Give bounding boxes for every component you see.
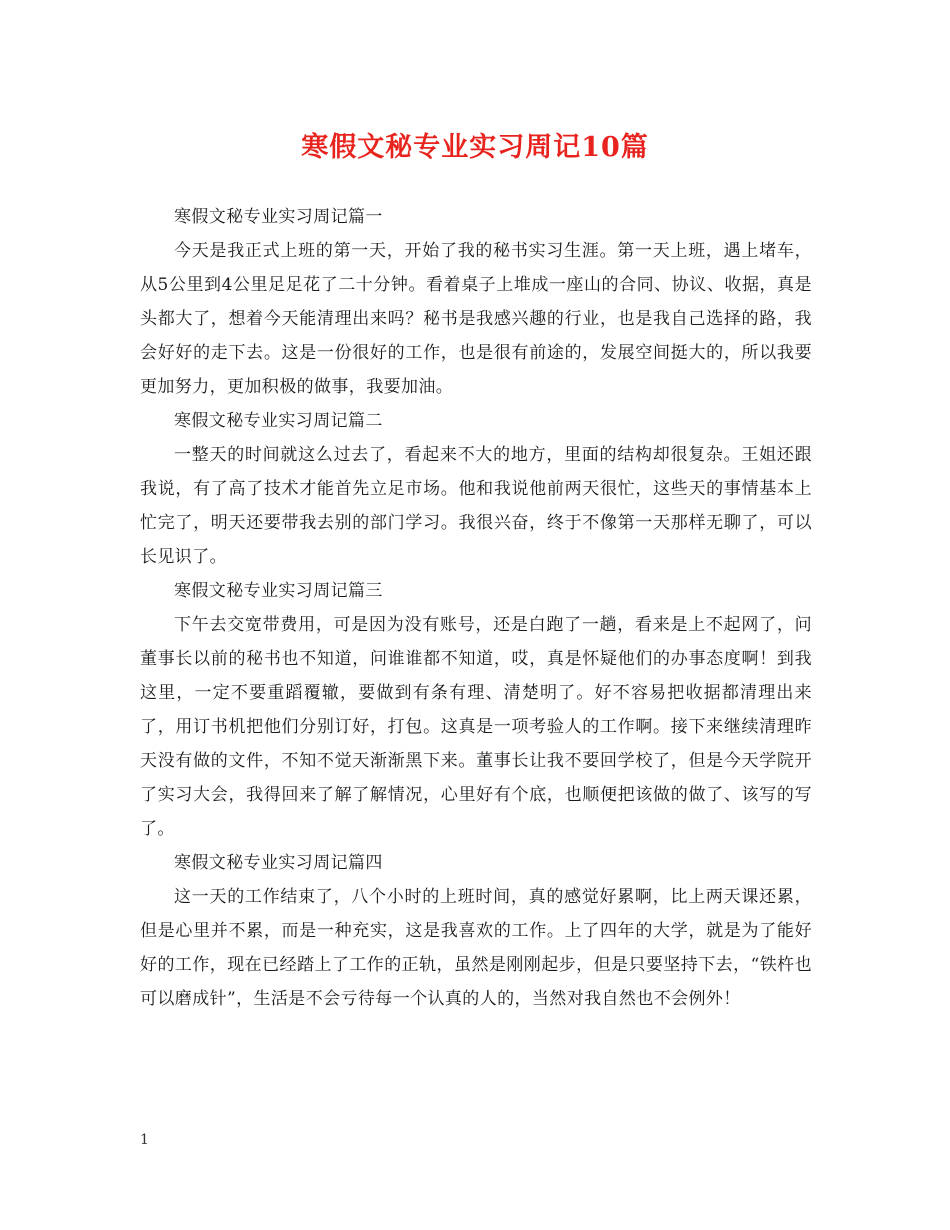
- document-body: [140, 200, 812, 1016]
- paragraph-2: 一整天的时间就这么过去了，看起来不大的地方，里面的结构却很复杂。王姐还跟我说，有了高了技术才能首先立足市场。他和我说他前两天很忙，这些天的事情基本上忙完了，明天还要带我去别的部门学习。我很兴奋，终于不像第一天那样无聊了，可以长见识了。: [140, 445, 812, 567]
- paragraph-1: 今天是我正式上班的第一天，开始了我的秘书实习生涯。第一天上班，遇上堵车，从5公里到4公里足足花了二十分钟。看着桌子上堆成一座山的合同、协议、收据，真是头都大了，想着今天能清理出来吗？秘书是我感兴趣的行业，也是我自己选择的路，我会好好的走下去。这是一份很好的工作，也是很有前途的，发展空间挺大的，所以我要更加努力，更加积极的做事，我要加油。: [140, 241, 812, 397]
- page-number: 1: [140, 1132, 149, 1148]
- paragraph-3: 下午去交宽带费用，可是因为没有账号，还是白跑了一趟，看来是上不起网了，问董事长以前的秘书也不知道，问谁谁都不知道，哎，真是怀疑他们的办事态度啊！到我这里，一定不要重蹈覆辙，要做到有条有理、清楚明了。好不容易把收据都清理出来了，用订书机把他们分别订好，打包。这真是一项考验人的工作啊。接下来继续清理昨天没有做的文件，不知不觉天渐渐黑下来。董事长让我不要回学校了，但是今天学院开了实习大会，我得回来了解了解情况，心里好有个底，也顺便把该做的做了、该写的写了。: [140, 615, 812, 839]
- section-heading-4: 寒假文秘专业实习周记篇四: [174, 853, 383, 873]
- section-heading-2: 寒假文秘专业实习周记篇二: [174, 411, 383, 431]
- section-heading-3: 寒假文秘专业实习周记篇三: [174, 581, 383, 601]
- document-title: 寒假文秘专业实习周记10篇: [301, 132, 649, 163]
- section-heading-1: 寒假文秘专业实习周记篇一: [174, 207, 383, 227]
- paragraph-4: 这一天的工作结束了，八个小时的上班时间，真的感觉好累啊，比上两天课还累，但是心里并不累，而是一种充实，这是我喜欢的工作。上了四年的大学，就是为了能好好的工作，现在已经踏上了工作的正轨，虽然是刚刚起步，但是只要坚持下去，“铁杵也可以磨成针”，生活是不会亏待每一个认真的人的，当然对我自然也不会例外！: [140, 887, 812, 1009]
